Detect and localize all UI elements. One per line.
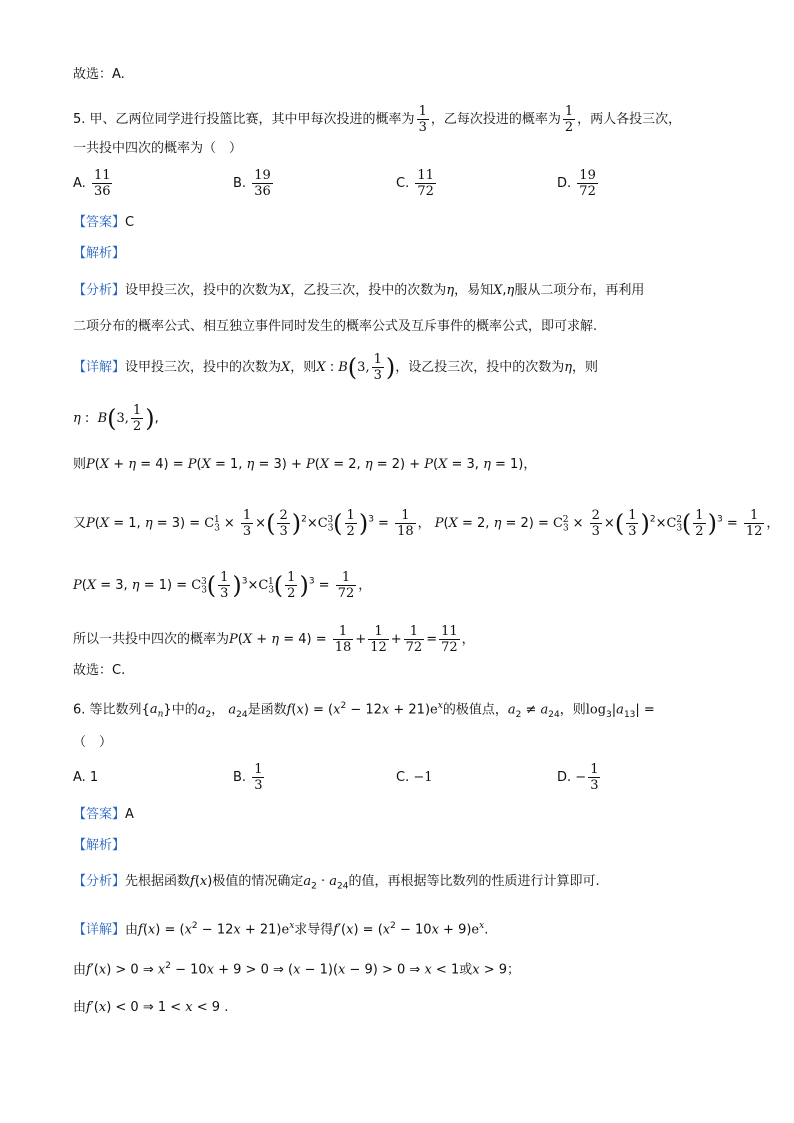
formula-sum: 则P(X + η = 4) = P(X = 1, η = 3) + P(X = 2, η = 2) + P(X = 3, η = 1)，	[73, 457, 537, 472]
option-5-d: D. $\frac{19}{72}$	[557, 168, 596, 199]
option-5-c: C. $\frac{11}{72}$	[396, 168, 434, 199]
xiangjie-5-line1: 【详解】设甲投三次，投中的次数为X，则X : B(3, $\frac{1}{3}$ )，设乙投三次，投中的次数为η，则	[73, 352, 599, 383]
fenxi-6-line: 【分析】先根据函数f(x)极值的情况确定$a_2 \cdot a_{24}$的值，再根据等比数列的性质进行计算即可.	[73, 874, 600, 892]
option-6-b: B. $\frac{1}{3}$	[233, 762, 263, 793]
xiangjie-6-line3: 由f′(x) < 0 ⇒ 1 < x < 9 .	[73, 1000, 229, 1015]
fenxi-5-line1: 【分析】设甲投三次，投中的次数为X，乙投三次，投中的次数为η，易知X,η服从二项分布，再利用	[73, 283, 645, 298]
prev-answer-line: 故选：A.	[73, 67, 125, 82]
option-6-c: C. −1	[396, 770, 433, 785]
option-5-b: B. $\frac{19}{36}$	[233, 168, 271, 199]
analysis-6-label: 【解析】	[73, 838, 126, 853]
option-6-a: A. 1	[73, 770, 99, 785]
analysis-5-label: 【解析】	[73, 246, 126, 261]
answer-5: 【答案】C	[73, 215, 135, 230]
formula-total: 所以一共投中四次的概率为P(X + η = 4) = $\frac{1}{18}$ + $\frac{1}{12}$ + $\frac{1}{72}$ = $\frac{11}{72}$ ，	[73, 624, 475, 655]
question-6-line2: （ ）	[73, 735, 113, 750]
xiangjie-6-line1: 【详解】由$f(x) = (x^2 - 12x + 21)e^x$求导得$f'(x) = (x^2 - 10x + 9)e^x$.	[73, 921, 489, 938]
answer-6: 【答案】A	[73, 807, 134, 822]
eta-distribution: η : B(3, $\frac{1}{2}$ ),	[73, 403, 159, 434]
formula-p3: P(X = 3, $\eta = 1) = C_3^3$( $\frac{1}{3}$ )$^3\times C_3^1$( $\frac{1}{2}$ )$^3$ = $\frac{1}{72}$ ，	[73, 570, 372, 601]
option-5-a: A. $\frac{11}{36}$	[73, 168, 111, 199]
question-5-line2: 一共投中四次的概率为（ ）	[73, 141, 243, 156]
fenxi-5-line2: 二项分布的概率公式、相互独立事件同时发生的概率公式及互斥事件的概率公式，即可求解.	[73, 319, 598, 334]
formula-p1-p2: 又P(X = 1, $\eta = 3) = C_3^1$ × $\frac{1}{3}$ ×( $\frac{2}{3}$ )$^2\times C_3^3$( $\frac{1}{2}$ )$^3$ = $\frac{1}{18}$ ， P(X = 2, $\eta = 2) = C_3^2$ × $\frac{2}{3}$ ×( $\frac{1}{3}$ )$^2\times C_3^2$( $\frac{1}{2}$ )$^3$ = $\frac{1}{12}$ ，	[73, 508, 780, 539]
question-6-line1: 6. 等比数列$\{a_n\}$中的$a_2$， $a_{24}$是函数$f(x) = (x^2 - 12x + 21)e^x$的极值点，$a_2 \ne a_{24}$，则$\log_3|a_{13}|$ =	[73, 701, 655, 720]
option-6-d: D. − $\frac{1}{3}$	[557, 762, 599, 793]
choose-c-line: 故选：C.	[73, 663, 126, 678]
question-5-line1: 5. 甲、乙两位同学进行投篮比赛，其中甲每次投进的概率为 $\frac{1}{3}$ ，乙每次投进的概率为 $\frac{1}{2}$ ，两人各投三次，	[73, 104, 682, 135]
xiangjie-6-line2: 由f′(x) > 0 ⇒ $x^2 - 10x + 9 > 0$ ⇒ (x − 1)(x − 9) > 0 ⇒ x < 1或x > 9；	[73, 961, 521, 978]
